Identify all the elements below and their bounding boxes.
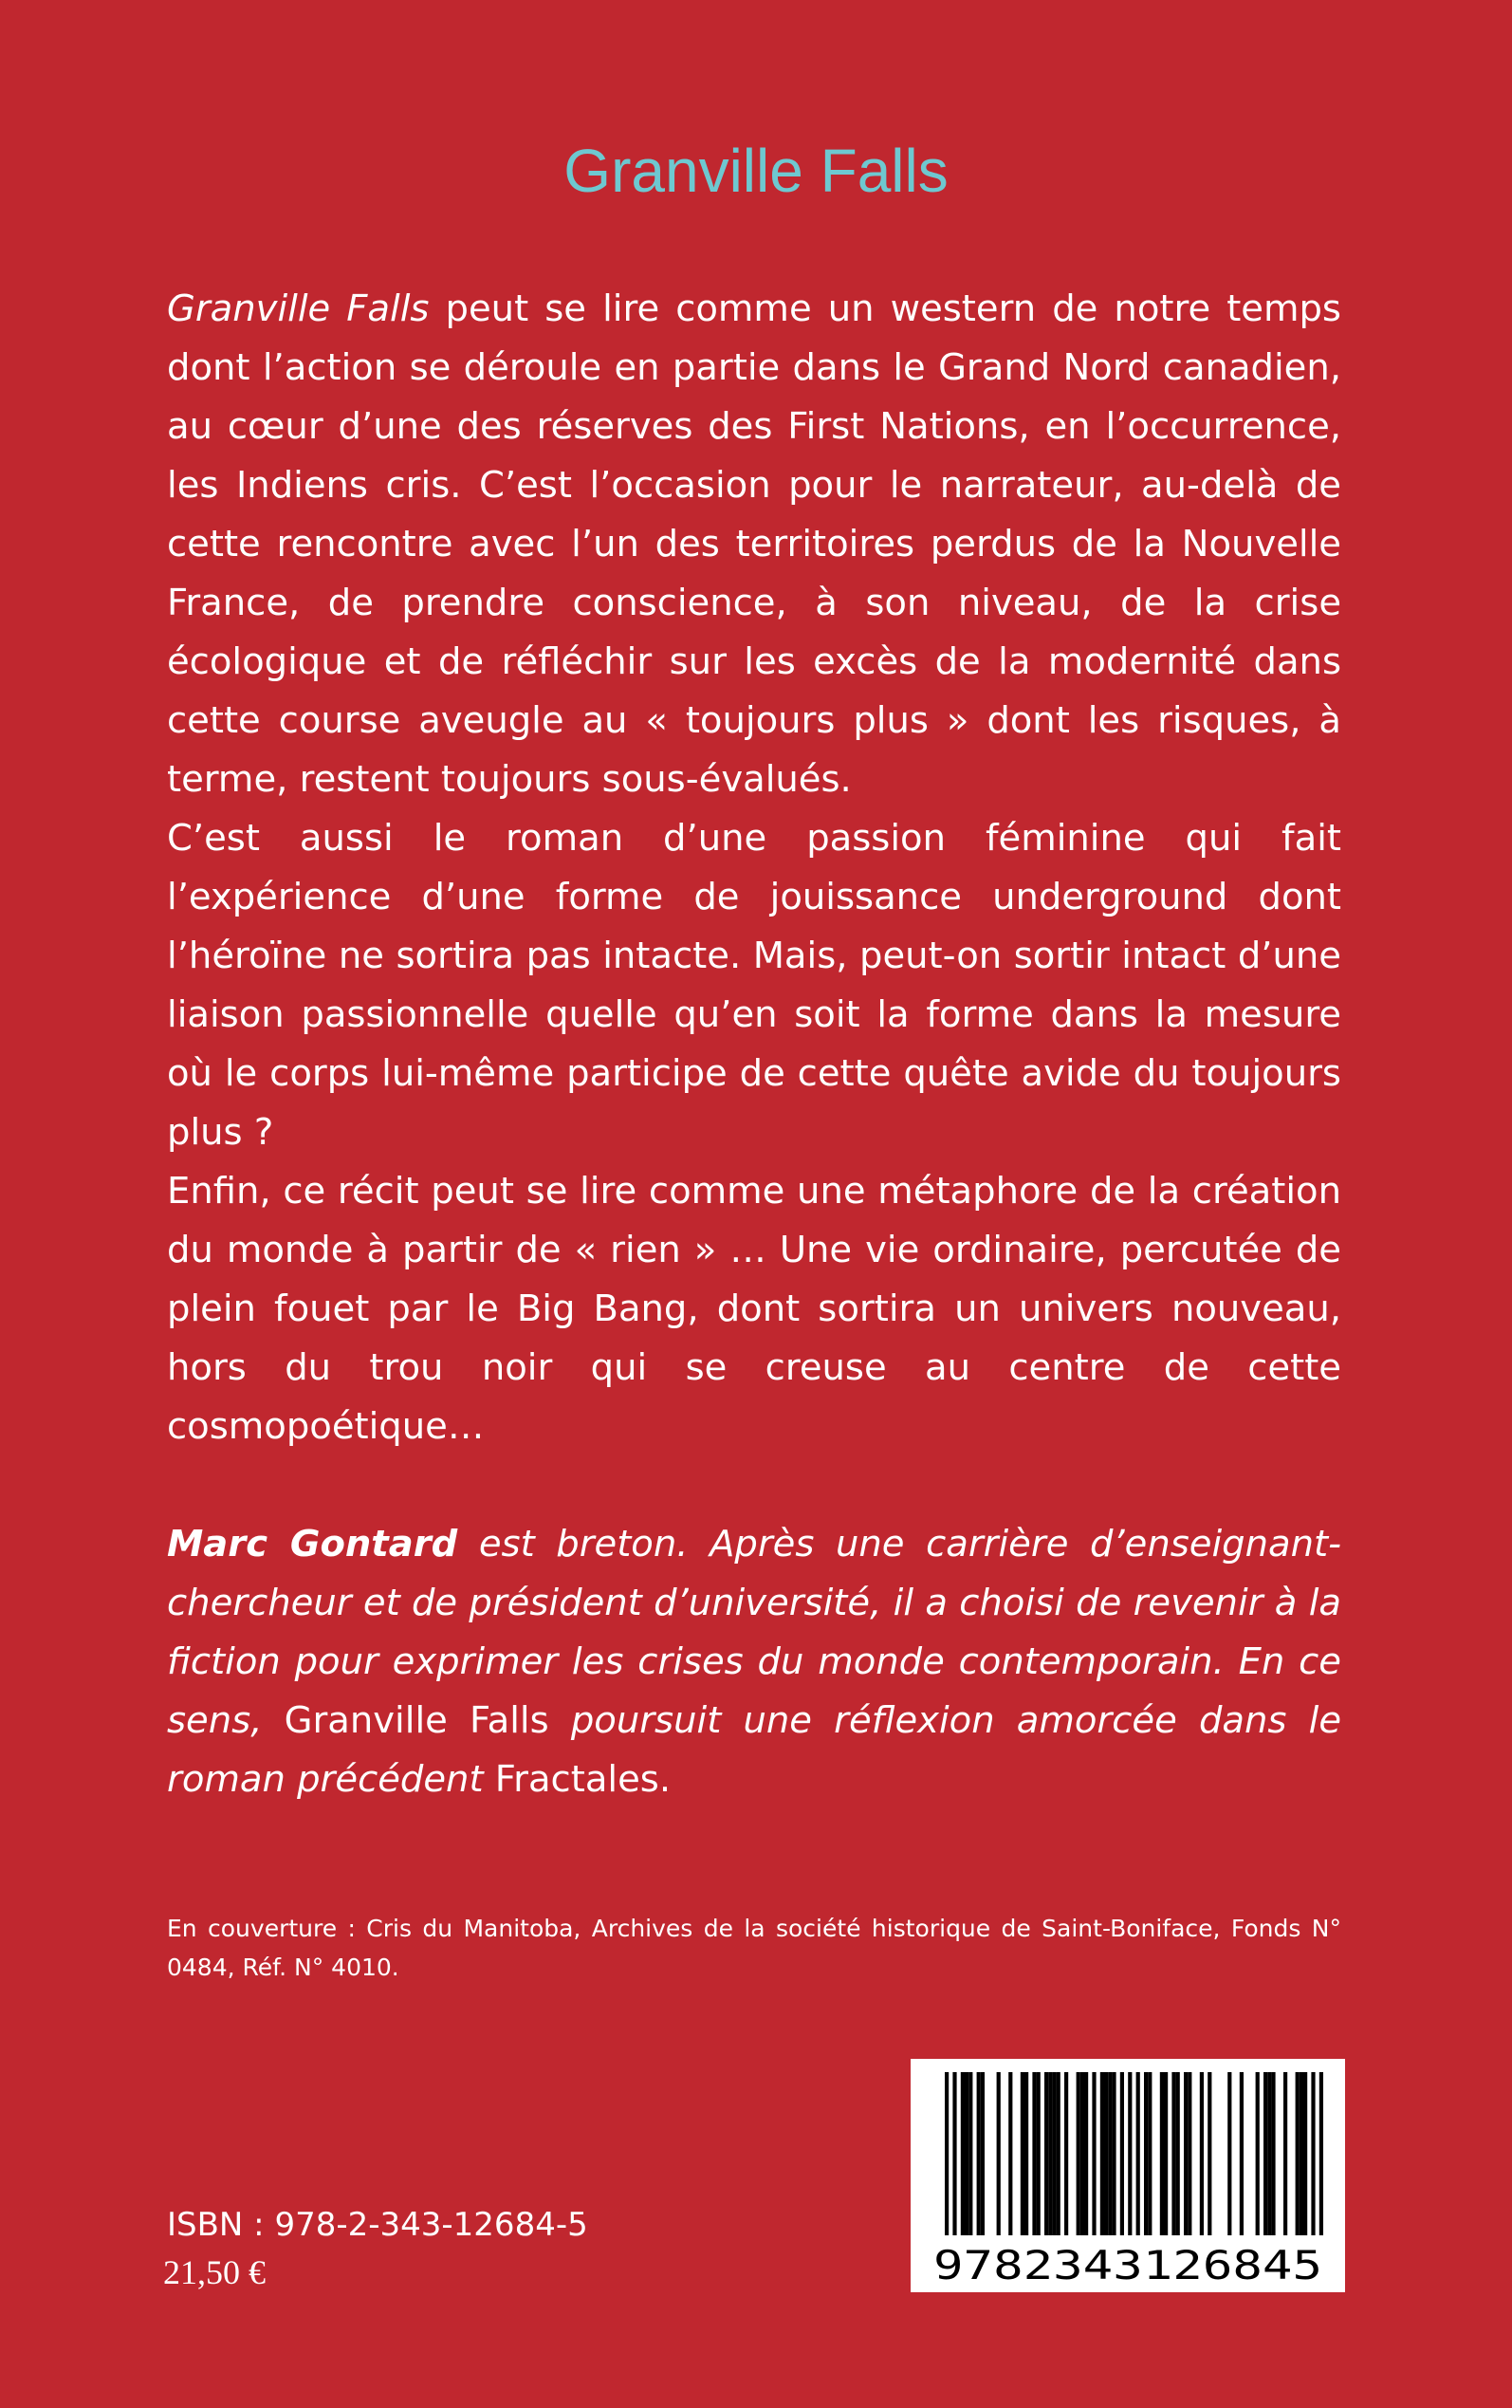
barcode-bar: [961, 2072, 965, 2235]
author-bio-work-1: Granville Falls: [284, 1699, 549, 1742]
barcode-bar: [1032, 2072, 1036, 2235]
barcode-bar: [1048, 2072, 1052, 2235]
barcode-bar: [1100, 2072, 1104, 2235]
blurb-paragraph-1: [167, 280, 1341, 809]
barcode-bar: [1104, 2072, 1108, 2235]
barcode-bar: [997, 2072, 1001, 2235]
author-bio-text-1: est breton. Après une carrière d’enseignant-chercheur et de président d’université, il a choisi de revenir à la fiction pour exprimer les crises du monde contemporain. En ce sens,: [167, 1523, 1341, 1742]
paragraph-gap: [167, 1456, 1341, 1515]
barcode-bar: [1208, 2072, 1211, 2235]
barcode-bar: [981, 2072, 985, 2235]
barcode-bar: [1263, 2072, 1267, 2235]
barcode-bar: [1057, 2072, 1060, 2235]
barcode-bar: [1064, 2072, 1068, 2235]
barcode-bar: [1084, 2072, 1088, 2235]
barcode-graphic: [911, 2059, 1345, 2292]
cover-credit: En couverture : Cris du Manitoba, Archives de la société historique de Saint-Boniface, Fonds N° 0484, Réf. N° 4010.: [167, 1915, 1341, 1981]
barcode: [911, 2059, 1345, 2292]
author-name: Marc Gontard: [167, 1523, 458, 1565]
barcode-bar: [1021, 2072, 1024, 2235]
barcode-bar: [1176, 2072, 1180, 2235]
barcode-bar: [1240, 2072, 1244, 2235]
blurb-paragraph-3: Enfin, ce récit peut se lire comme une métaphore de la création du monde à partir de « rien » … Une vie ordinaire, percutée de plein fouet par le Big Bang, dont sortira un univers nouveau, hors du trou noir qui se creuse au centre de cette cosmopoétique…: [167, 1170, 1341, 1448]
author-bio-work-2: Fractales: [494, 1758, 659, 1801]
barcode-bar: [1200, 2072, 1204, 2235]
barcode-bar: [977, 2072, 981, 2235]
barcode-bar: [1108, 2072, 1112, 2235]
blurb-p1-text: peut se lire comme un western de notre temps dont l’action se déroule en partie dans le Grand Nord canadien, au cœur d’une des réserves des First Nations, en l’occurrence, les Indiens cris. C’est l’occasion pour le narrateur, au-delà de cette rencontre avec l’un des territoires perdus de la Nouvelle France, de prendre conscience, à son niveau, de la crise écologique et de réfléchir sur les excès de la modernité dans cette course aveugle au « toujours plus » dont les risques, à terme, restent toujours sous-évalués.: [167, 287, 1341, 801]
barcode-bar: [952, 2072, 956, 2235]
barcode-bars: [945, 2072, 1323, 2235]
barcode-bar: [1144, 2072, 1148, 2235]
barcode-bar: [1188, 2072, 1191, 2235]
barcode-bar: [1227, 2072, 1231, 2235]
blurb-title-italic: Granville Falls: [167, 287, 430, 330]
price: 21,50 €: [163, 2253, 266, 2291]
barcode-bar: [1267, 2072, 1271, 2235]
barcode-bar: [1296, 2072, 1300, 2235]
barcode-bar: [968, 2072, 972, 2235]
barcode-bar: [1037, 2072, 1041, 2235]
barcode-bar: [1008, 2072, 1012, 2235]
barcode-bar: [1171, 2072, 1175, 2235]
barcode-bar: [1319, 2072, 1323, 2235]
barcode-bar: [1160, 2072, 1164, 2235]
isbn: ISBN : 978-2-343-12684-5: [167, 2206, 588, 2244]
barcode-bar: [1092, 2072, 1096, 2235]
barcode-bar: [1112, 2072, 1116, 2235]
barcode-bar: [1080, 2072, 1084, 2235]
barcode-bar: [965, 2072, 968, 2235]
barcode-bar: [1052, 2072, 1056, 2235]
barcode-bar: [1256, 2072, 1260, 2235]
book-title: Granville Falls: [563, 137, 949, 205]
blurb-paragraph-2: C’est aussi le roman d’une passion féminine qui fait l’expérience d’une forme de jouissance underground dont l’héroïne ne sortira pas intacte. Mais, peut-on sortir intact d’une liaison passionnelle quelle qu’en soit la forme dans la mesure où le corps lui-même participe de cette quête avide du toujours plus ?: [167, 817, 1341, 1154]
barcode-bar: [1024, 2072, 1028, 2235]
barcode-bar: [1120, 2072, 1124, 2235]
barcode-bar: [1300, 2072, 1303, 2235]
author-bio: [167, 1515, 1341, 1809]
barcode-bar: [1164, 2072, 1168, 2235]
barcode-bar: [1283, 2072, 1287, 2235]
barcode-bar: [1184, 2072, 1188, 2235]
author-bio-end: .: [658, 1758, 672, 1801]
author-bio-text-2: poursuit une réflexion amorcée dans le roman précédent: [167, 1699, 1342, 1801]
barcode-bar: [1136, 2072, 1140, 2235]
barcode-bar: [1077, 2072, 1080, 2235]
back-cover-blurb: [167, 280, 1341, 1809]
barcode-bar: [1128, 2072, 1132, 2235]
barcode-bar: [1303, 2072, 1307, 2235]
barcode-bar: [1148, 2072, 1152, 2235]
barcode-digits: 9782343126845: [933, 2242, 1322, 2288]
barcode-bar: [1311, 2072, 1315, 2235]
barcode-bar: [1044, 2072, 1048, 2235]
barcode-bar: [945, 2072, 949, 2235]
barcode-bar: [1271, 2072, 1275, 2235]
